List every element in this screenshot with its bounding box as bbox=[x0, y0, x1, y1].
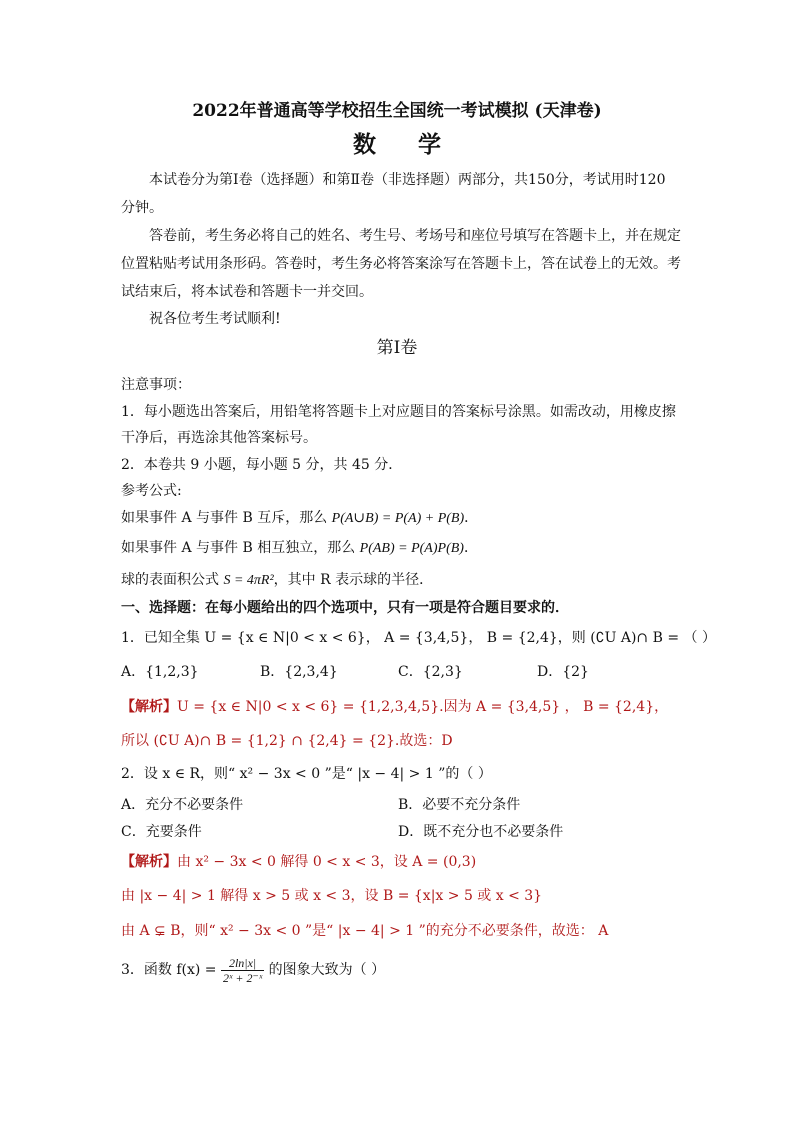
q2-analysis-text-1: 由 x² − 3x < 0 解得 0 < x < 3，设 A = (0,3) bbox=[177, 854, 477, 870]
formula-mutually-exclusive bbox=[121, 508, 478, 529]
section-1-heading: 一、选择题：在每小题给出的四个选项中，只有一项是符合题目要求的． bbox=[121, 600, 569, 616]
q2-analysis-line-2: 由 |x − 4| > 1 解得 x > 5 或 x < 3，设 B = {x|x > 5 或 x < 3} bbox=[121, 888, 543, 904]
formula-independent bbox=[121, 538, 478, 559]
intro-paragraph-2c: 试结束后，将本试卷和答题卡一并交回。 bbox=[121, 284, 373, 300]
notes-heading: 注意事项： bbox=[121, 377, 191, 393]
formulas-heading: 参考公式: bbox=[121, 483, 182, 499]
q1-analysis-tag: 【解析】 bbox=[121, 699, 177, 715]
formula-1-math: P(A∪B) = P(A) + P(B) bbox=[331, 511, 465, 526]
formula-2-math: P(AB) = P(A)P(B) bbox=[359, 541, 464, 556]
q1-option-a: A．{1,2,3} bbox=[121, 664, 199, 680]
q2-option-a: A．充分不必要条件 bbox=[121, 797, 244, 813]
formula-2-end: ． bbox=[463, 540, 478, 556]
volume-title: 第Ⅰ卷 bbox=[376, 338, 418, 358]
intro-blessing: 祝各位考生考试顺利! bbox=[149, 311, 281, 327]
q1-option-b: B．{2,3,4} bbox=[260, 664, 338, 680]
formula-3-rest: ，其中 R 表示球的半径． bbox=[273, 572, 434, 588]
intro-paragraph-2b: 位置粘贴考试用条形码。答卷时，考生务必将答案涂写在答题卡上，答在试卷上的无效。考 bbox=[121, 256, 681, 272]
intro-paragraph-1b: 分钟。 bbox=[121, 200, 163, 216]
note-1b: 干净后，再选涂其他答案标号。 bbox=[121, 430, 317, 446]
q2-analysis-tag: 【解析】 bbox=[121, 854, 177, 870]
q3-fraction-numerator: 2ln|x| bbox=[221, 956, 264, 971]
intro-paragraph-2a: 答卷前，考生务必将自己的姓名、考生号、考场号和座位号填写在答题卡上，并在规定 bbox=[149, 228, 681, 244]
q3-stem-prefix: 3．函数 f(x) = bbox=[121, 962, 221, 978]
formula-3-math: S = 4πR² bbox=[223, 573, 274, 588]
question-3-stem bbox=[121, 955, 385, 985]
q2-option-b: B．必要不充分条件 bbox=[398, 797, 521, 813]
formula-3-text: 球的表面积公式 bbox=[121, 572, 224, 588]
q3-fraction-denominator: 2ˣ + 2⁻ˣ bbox=[223, 970, 263, 985]
q1-analysis-line-1 bbox=[121, 697, 668, 717]
formula-1-text: 如果事件 A 与事件 B 互斥，那么 bbox=[121, 510, 332, 526]
formula-1-end: ． bbox=[464, 510, 479, 526]
q3-fraction bbox=[221, 956, 264, 985]
note-2: 2．本卷共 9 小题，每小题 5 分，共 45 分． bbox=[121, 457, 403, 473]
formula-2-text: 如果事件 A 与事件 B 相互独立，那么 bbox=[121, 540, 360, 556]
exam-title: 2022年普通高等学校招生全国统一考试模拟 (天津卷) bbox=[192, 101, 602, 121]
q1-option-c: C．{2,3} bbox=[398, 664, 463, 680]
q1-option-d: D．{2} bbox=[537, 664, 589, 680]
q3-stem-suffix: 的图象大致为（ ） bbox=[264, 962, 386, 978]
q2-analysis-line-1 bbox=[121, 852, 476, 872]
q2-option-d: D．既不充分也不必要条件 bbox=[398, 824, 564, 840]
q1-analysis-text-1: U = {x ∈ N|0 < x < 6} = {1,2,3,4,5}.因为 A = {3,4,5} ， B = {2,4}， bbox=[177, 699, 669, 715]
question-1-stem: 1．已知全集 U = {x ∈ N|0 < x < 6}， A = {3,4,5}， B = {2,4}，则 (∁U A)∩ B = （ ） bbox=[121, 630, 716, 646]
note-1a: 1．每小题选出答案后，用铅笔将答题卡上对应题目的答案标号涂黑。如需改动，用橡皮擦 bbox=[121, 404, 676, 420]
q1-analysis-line-2: 所以 (∁U A)∩ B = {1,2} ∩ {2,4} = {2}.故选：D bbox=[121, 733, 453, 749]
q2-analysis-line-3: 由 A ⊊ B，则“ x² − 3x < 0 ”是“ |x − 4| > 1 ”的充分不必要条件，故选： A bbox=[121, 923, 609, 939]
formula-sphere-area bbox=[121, 570, 433, 591]
subject-title: 数学 bbox=[353, 131, 483, 158]
intro-paragraph-1a: 本试卷分为第Ⅰ卷（选择题）和第Ⅱ卷（非选择题）两部分，共150分，考试用时120 bbox=[149, 172, 666, 188]
q2-option-c: C．充要条件 bbox=[121, 824, 202, 840]
question-2-stem: 2．设 x ∈ R，则“ x² − 3x < 0 ”是“ |x − 4| > 1 ”的（ ） bbox=[121, 766, 492, 782]
